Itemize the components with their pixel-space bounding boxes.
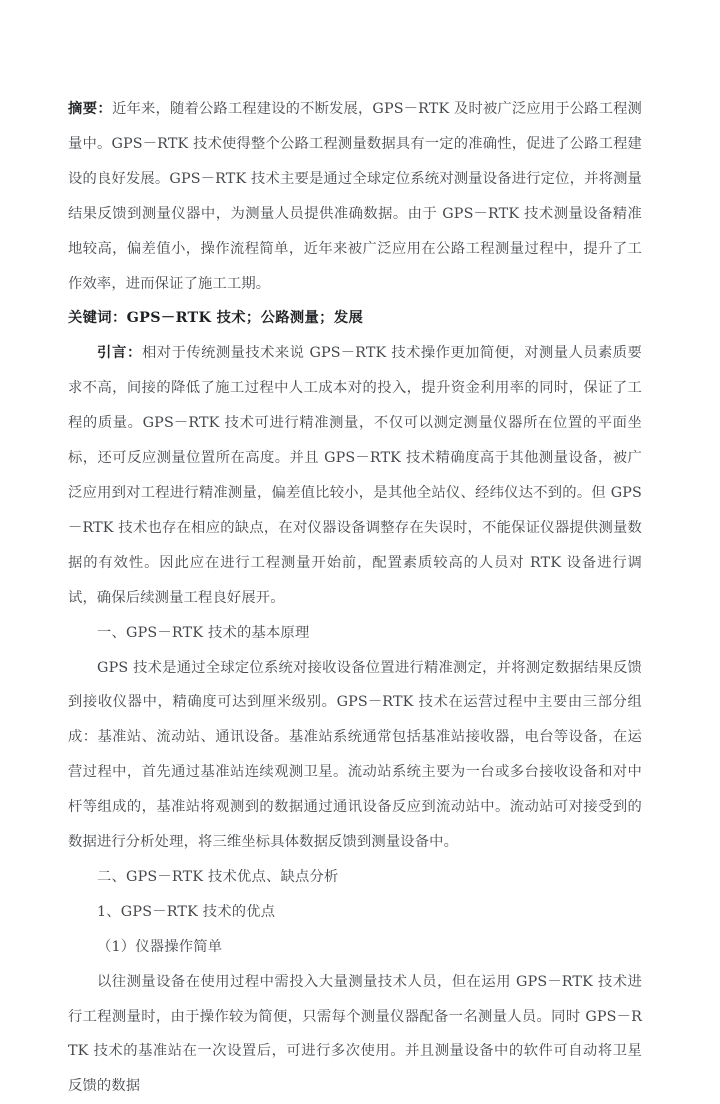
section-heading-2: 二、GPS－RTK 技术优点、缺点分析 (97, 868, 339, 885)
section-2-body: 以往测量设备在使用过程中需投入大量测量技术人员，但在运用 GPS－RTK 技术进行工程测量时，由于操作较为简便，只需每个测量仪器配备一名测量人员。同时 GPS－RTK 技术的基准站在一次设置后，可进行多次使用。并且测量设备中的软件可自动将卫星反馈的数据 (68, 973, 642, 1095)
introduction-label: 引言： (97, 345, 143, 362)
introduction-text: 相对于传统测量技术来说 GPS－RTK 技术操作更加简便，对测量人员素质要求不高，间接的降低了施工过程中人工成本对的投入，提升资金利用率的同时，保证了工程的质量。GPS－RTK 技术可进行精准测量，不仅可以测定测量仪器所在位置的平面坐标，还可反应测量位置所在高度。并且 GPS－RTK 技术精确度高于其他测量设备，被广泛应用到对工程进行精准测量，偏差值比较小，是其他全站仪、经纬仪达不到的。但 GPS－RTK 技术也存在相应的缺点，在对仪器设备调整存在失误时，不能保证仪器提供测量数据的有效性。因此应在进行工程测量开始前，配置素质较高的人员对 RTK 设备进行调试，确保后续测量工程良好展开。 (68, 345, 643, 606)
document-body (68, 92, 642, 1104)
section-heading-1: 一、GPS－RTK 技术的基本原理 (97, 624, 310, 641)
subsection-heading-2-1: 1、GPS－RTK 技术的优点 (97, 903, 276, 920)
subsection-heading-2-1-1: （1）仪器操作简单 (97, 938, 223, 955)
abstract-text: 近年来，随着公路工程建设的不断发展，GPS－RTK 及时被广泛应用于公路工程测量中。GPS－RTK 技术使得整个公路工程测量数据具有一定的准确性，促进了公路工程建设的良好发展。GPS－RTK 技术主要是通过全球定位系统对测量设备进行定位，并将测量结果反馈到测量仪器中，为测量人员提供准确数据。由于 GPS－RTK 技术测量设备精准地较高，偏差值小，操作流程简单，近年来被广泛应用在公路工程测量过程中，提升了工作效率，进而保证了施工工期。 (68, 101, 642, 292)
abstract-paragraph (68, 92, 642, 301)
keywords-line: 关键词：GPS－RTK 技术；公路测量；发展 (68, 310, 364, 327)
introduction-paragraph (68, 336, 642, 615)
section-1-body: GPS 技术是通过全球定位系统对接收设备位置进行精准测定，并将测定数据结果反馈到接收仪器中，精确度可达到厘米级别。GPS－RTK 技术在运营过程中主要由三部分组成：基准站、流动站、通讯设备。基准站系统通常包括基准站接收器，电台等设备，在运营过程中，首先通过基准站连续观测卫星。流动站系统主要为一台或多台接收设备和对中杆等组成的，基准站将观测到的数据通过通讯设备反应到流动站中。流动站可对接受到的数据进行分析处理，将三维坐标具体数据反馈到测量设备中。 (68, 659, 642, 851)
abstract-label: 摘要： (68, 101, 113, 117)
